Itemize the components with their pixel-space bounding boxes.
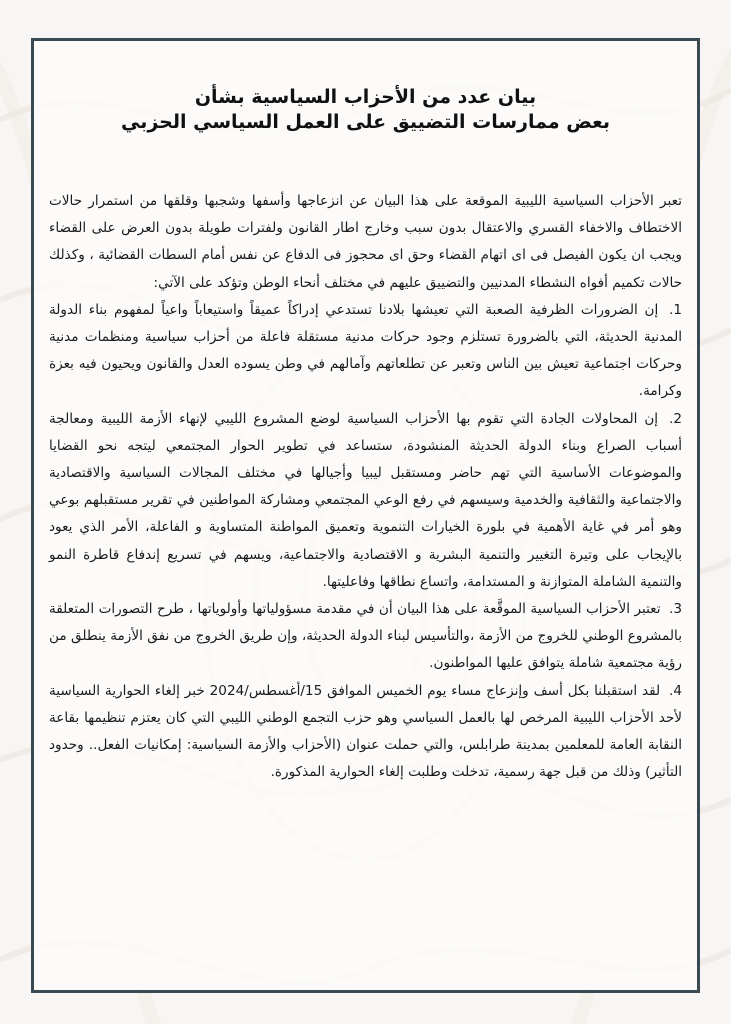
point-text: تعتبر الأحزاب السياسية الموقَّعة على هذا البيان أن في مقدمة مسؤولياتها وأولوياتها ، طرح التصورات المتعلقة بالمشروع الوطني للخروج من الأزمة ،والتأسيس لبناء الدولة الحديثة، وإن طريق الخروج من نفق الأزمة ينطلق من رؤية مجتمعية شاملة يتوافق عليها المواطنون. (49, 601, 682, 672)
point-number: 1. (669, 301, 682, 318)
intro-paragraph: تعبر الأحزاب السياسية الليبية الموقعة على هذا البيان عن انزعاجها وأسفها وشجبها وقلقها من استمرار حالات الاختطاف والاخفاء القسري والاعتقال بدون سبب وخارج اطار القانون ولفترات طويلة بدون العرض على القضاء ويجب ان يكون الفيصل فى اى اتهام القضاء وحق اى محجوز فى الدفاع عن نفس أمام السطات القضائية ، وكذلك حالات تكميم أفواه النشطاء المدنيين والتضييق عليهم في مختلف أنحاء الوطن وتؤكد على الآتي: (49, 193, 682, 291)
point-2 (49, 406, 682, 596)
point-4 (49, 678, 682, 787)
point-number: 4. (669, 682, 682, 699)
point-1 (49, 297, 682, 406)
document-title (34, 85, 697, 135)
point-number: 2. (669, 410, 682, 427)
point-text: إن الضرورات الظرفية الصعبة التي تعيشها بلادنا تستدعي إدراكاً عميقاً واستيعاباً واعياً لمفهوم بناء الدولة المدنية الحديثة، التي بالضرورة تستلزم وجود حركات مدنية مستقلة فاعلة من أحزاب سياسية ومنظمات مدنية وحركات اجتماعية تعيش بين الناس وتعبر عن تطلعاتهم وآمالهم في وطن يسوده العدل والقانون ويحيون فيه بعزة وكرامة. (49, 301, 682, 400)
title-line-2: بعض ممارسات التضييق على العمل السياسي الحزبي (120, 111, 611, 133)
point-number: 3. (669, 601, 682, 618)
point-text: إن المحاولات الجادة التي تقوم بها الأحزاب السياسية لوضع المشروع الليبي لإنهاء الأزمة الليبية ومعالجة أسباب الصراع وبناء الدولة الحديثة المنشودة، ستساعد في تطوير الحوار المجتمعي ليتجه نحو القضايا والموضوعات الأساسية التي تهم حاضر ومستقبل ليبيا وأجيالها في مختلف المجالات السياسية والاقتصادية والاجتماعية والثقافية والخدمية وسيسهم في رفع الوعي المجتمعي ومشاركة المواطنين في تقرير مستقبلهم بوعي وهو أمر في غاية الأهمية في بلورة الخيارات التنموية وتعميق المواطنة المتساوية و الفاعلة، الأمر الذي يعود بالإيجاب على وتيرة التغيير والتنمية البشرية و الاقتصادية والاجتماعية، ويسهم في تسريع إندفاع قاطرة النمو والتنمية الشاملة المتوازنة و المستدامة، واتساع نطاقها وفاعليتها. (49, 410, 682, 590)
title-line-1: بيان عدد من الأحزاب السياسية بشأن (194, 86, 537, 108)
point-text: لقد استقبلنا بكل أسف وإنزعاج مساء يوم الخميس الموافق 15/أغسطس/2024 خبر إلغاء الحوارية السياسية لأحد الأحزاب الليبية المرخص لها بالعمل السياسي وهو حزب التجمع الوطني الليبي التي كان يعتزم تنظيمها بقاعة النقابة العامة للمعلمين بمدينة طرابلس، والتي حملت عنوان (الأحزاب والأزمة السياسية: إمكانيات الفعل.. وحدود التأثير) وذلك من قبل جهة رسمية، تدخلت وطلبت إلغاء الحوارية المذكورة. (49, 682, 682, 781)
document-frame (31, 38, 700, 993)
document-body (49, 188, 682, 786)
point-3 (49, 596, 682, 678)
